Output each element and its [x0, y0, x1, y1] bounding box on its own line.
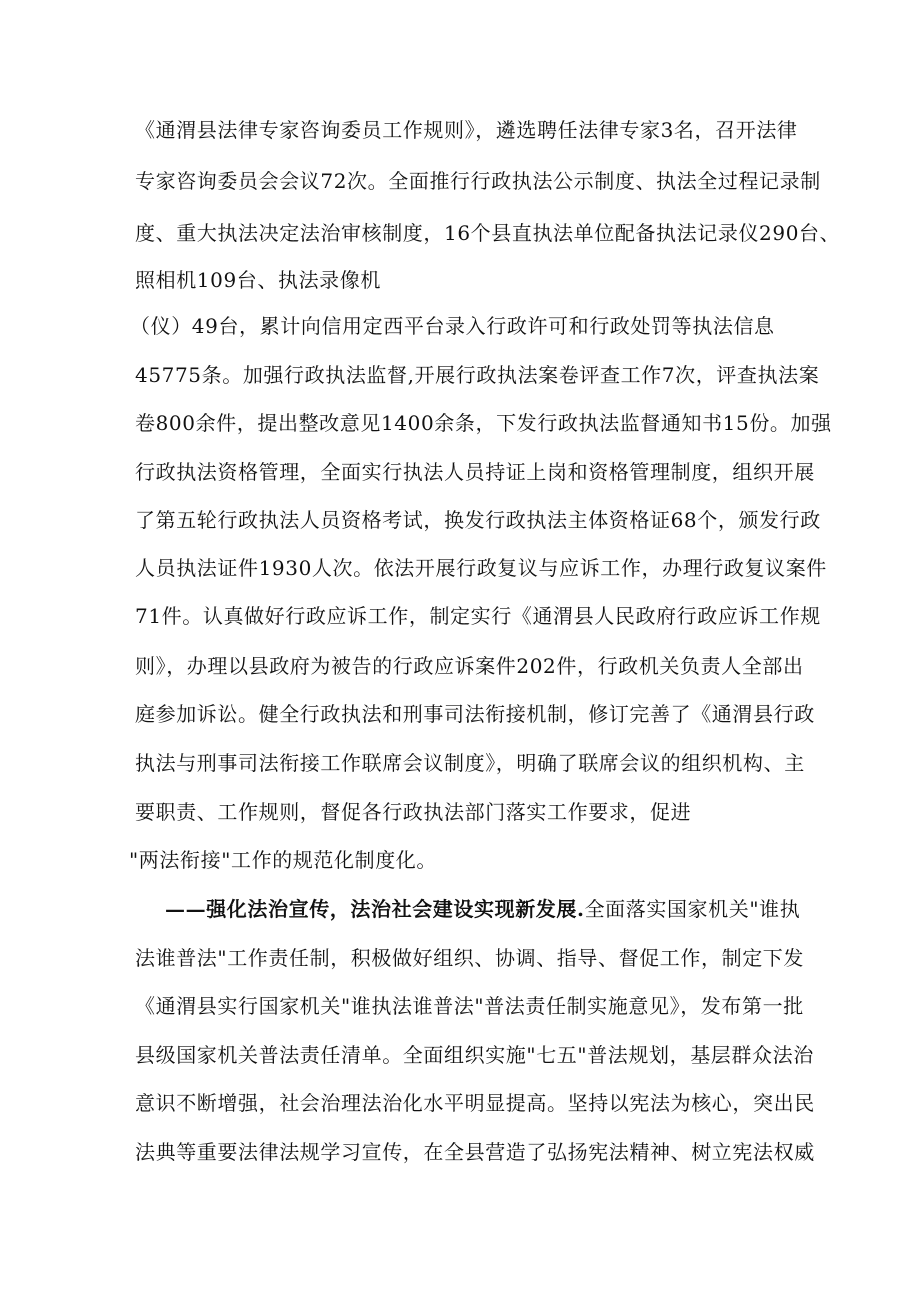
- paragraph-line: 庭参加诉讼。健全行政执法和刑事司法衔接机制，修订完善了《通渭县行政: [135, 702, 815, 726]
- paragraph-line: 执法与刑事司法衔接工作联席会议制度》，明确了联席会议的组织机构、主: [135, 751, 805, 775]
- paragraph-line: 则》，办理以县政府为被告的行政应诉案件202件，行政机关负责人全部出: [135, 654, 804, 678]
- paragraph-line: 71件。认真做好行政应诉工作，制定实行《通渭县人民政府行政应诉工作规: [135, 604, 821, 628]
- paragraph-line: 意识不断增强，社会治理法治化水平明显提高。坚持以宪法为核心，突出民: [135, 1091, 815, 1115]
- paragraph-line: 度、重大执法决定法治审核制度，16个县直执法单位配备执法记录仪290台、: [135, 221, 841, 245]
- section-heading-line: [165, 895, 825, 923]
- paragraph-line: 了第五轮行政执法人员资格考试，换发行政执法主体资格证68个，颁发行政: [135, 508, 821, 532]
- paragraph-line: 专家咨询委员会会议72次。全面推行行政执法公示制度、执法全过程记录制: [135, 169, 821, 193]
- paragraph-line: 要职责、工作规则，督促各行政执法部门落实工作要求，促进: [135, 800, 692, 824]
- paragraph-line: 《通渭县实行国家机关"谁执法谁普法"普法责任制实施意见》，发布第一批: [135, 994, 804, 1018]
- paragraph-line: 行政执法资格管理，全面实行执法人员持证上岗和资格管理制度，组织开展: [135, 460, 815, 484]
- section-heading: ——强化法治宣传，法治社会建设实现新发展.: [165, 897, 585, 921]
- paragraph-line: 法谁普法"工作责任制，积极做好组织、协调、指导、督促工作，制定下发: [135, 946, 804, 970]
- paragraph-line: 人员执法证件1930人次。依法开展行政复议与应诉工作，办理行政复议案件: [135, 556, 827, 580]
- paragraph-line: 县级国家机关普法责任清单。全面组织实施"七五"普法规划，基层群众法治: [135, 1043, 814, 1067]
- paragraph-line: 法典等重要法律法规学习宣传，在全县营造了弘扬宪法精神、树立宪法权威: [135, 1140, 815, 1164]
- paragraph-line: （仪）49台，累计向信用定西平台录入行政许可和行政处罚等执法信息: [130, 314, 775, 338]
- paragraph-line: 45775条。加强行政执法监督,开展行政执法案卷评查工作7次，评查执法案: [135, 363, 820, 387]
- paragraph-line: 卷800余件，提出整改意见1400余条，下发行政执法监督通知书15份。加强: [135, 411, 832, 435]
- paragraph-line: 《通渭县法律专家咨询委员工作规则》，遴选聘任法律专家3名，召开法律: [135, 118, 798, 142]
- section-heading-continuation: 全面落实国家机关"谁执: [584, 897, 801, 921]
- paragraph-line: 照相机109台、执法录像机: [135, 268, 381, 292]
- paragraph-line: "两法衔接"工作的规范化制度化。: [129, 848, 437, 872]
